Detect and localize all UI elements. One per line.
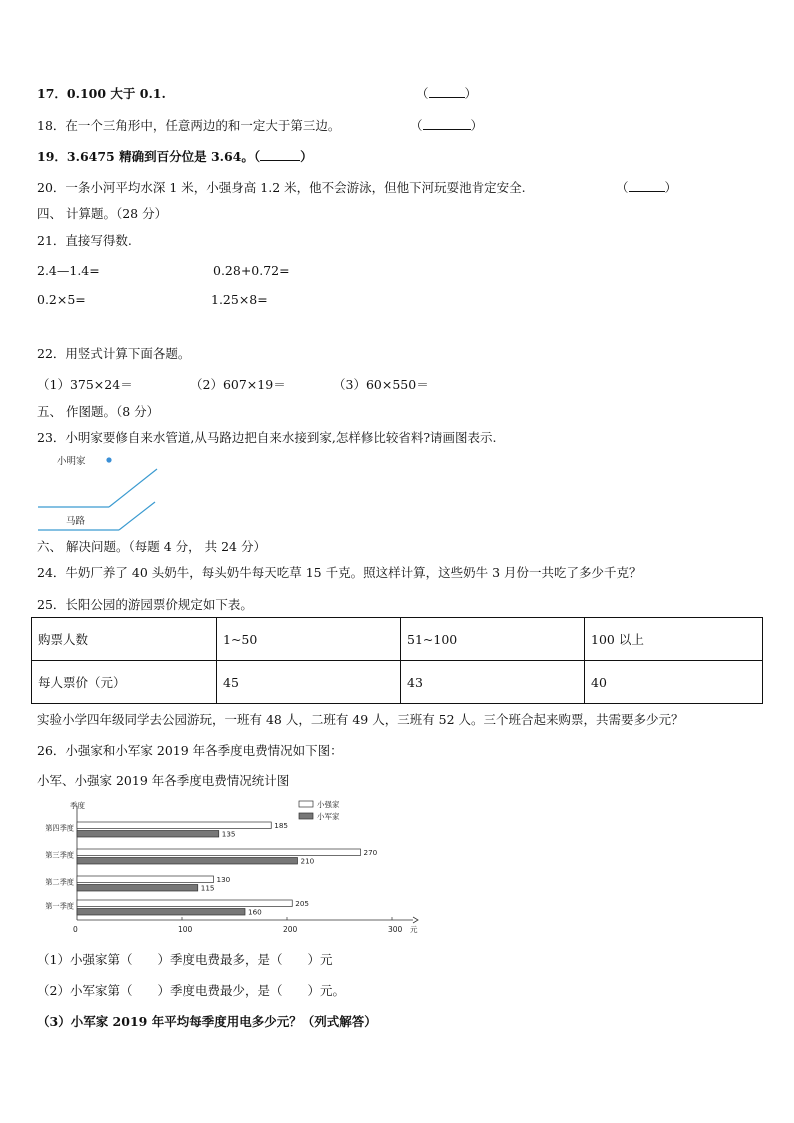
house-label: 小明家 [57,456,86,467]
q26-sub-1: （1）小强家第（ ）季度电费最多，是（ ）元 [37,952,333,967]
category-label: 第三季度 [45,850,74,860]
legend-label: 小强家 [317,800,340,809]
table-cell: 51~100 [401,618,585,661]
x-axis-arrow-icon [413,917,418,923]
question-17-text: 17．0.100 大于 0.1. [37,86,166,101]
x-tick-label: 200 [283,925,298,934]
answer-paren-18[interactable] [410,116,483,134]
q21-item-4: 1.25×8= [211,292,268,307]
q22-item-2: （2）607×19＝ [190,377,286,392]
question-18 [37,116,340,134]
q26-sub-3: （3）小军家 2019 年平均每季度用电多少元？（列式解答） [37,1014,377,1029]
category-label: 第四季度 [45,823,74,833]
question-20-text: 20．一条小河平均水深 1 米，小强身高 1.2 米，他不会游泳，但他下河玩耍池肯定安全. [37,180,526,195]
question-25-question: 实验小学四年级同学去公园游玩，一班有 48 人，二班有 49 人，三班有 52 人。三个班合起来购票，共需要多少元？ [37,712,684,727]
question-22-text: 22．用竖式计算下面各题。 [37,346,191,361]
road-label: 马路 [66,516,86,527]
house-dot-icon [106,457,111,462]
question-23-text: 23．小明家要修自来水管道,从马路边把自来水接到家,怎样修比较省料?请画图表示. [37,430,497,445]
data-label: 270 [363,848,378,857]
electricity-bar-chart [37,796,427,936]
road-house-diagram [37,451,167,536]
category-label: 第一季度 [45,901,74,911]
question-26-text: 26．小强家和小军家 2019 年各季度电费情况如下图： [37,743,343,758]
table-cell: 每人票价（元） [32,661,217,704]
q22-item-1: （1）375×24＝ [37,377,133,392]
bar-xiaoqiang [77,822,271,829]
data-label: 205 [295,899,309,908]
data-label: 130 [216,875,231,884]
table-cell: 100 以上 [585,618,763,661]
section-5-heading: 五、 作图题。（8 分） [37,404,160,419]
paren-close: ） [300,149,313,164]
legend-label: 小军家 [317,812,340,821]
bar-xiaojun [77,885,198,892]
table-cell: 1~50 [217,618,401,661]
question-24-text: 24．牛奶厂养了 40 头奶牛，每头奶牛每天吃草 15 千克。照这样计算，这些奶牛 3 月份一共吃了多少千克？ [37,565,642,580]
question-20 [37,178,526,196]
category-label: 第二季度 [45,877,74,887]
q22-item-3: （3）60×550＝ [333,377,429,392]
question-21-text: 21．直接写得数. [37,233,132,248]
data-label: 210 [300,856,315,866]
x-axis-label: 元 [410,925,418,934]
q21-item-2: 0.28+0.72= [213,263,290,278]
question-18-text: 18．在一个三角形中，任意两边的和一定大于第三边。 [37,118,341,133]
chart-title: 小军、小强家 2019 年各季度电费情况统计图 [37,773,290,788]
answer-paren-20[interactable] [616,178,677,196]
table-row [32,661,763,704]
y-axis-label: 季度 [70,801,85,810]
data-label: 135 [221,829,236,839]
table-cell: 40 [585,661,763,704]
q21-item-1: 2.4—1.4= [37,263,100,278]
q21-item-3: 0.2×5= [37,292,86,307]
x-tick-label: 300 [388,925,403,934]
bar-xiaoqiang [77,876,214,883]
paren-close: ） [470,118,484,133]
data-label: 160 [248,907,262,917]
bar-xiaoqiang [77,900,292,907]
paren-open: （ [416,86,429,101]
section-4-heading: 四、 计算题。（28 分） [37,206,168,221]
q26-sub-2: （2）小军家第（ ）季度电费最少，是（ ）元。 [37,983,345,998]
section-6-heading: 六、 解决问题。（每题 4 分， 共 24 分） [37,539,266,554]
data-label: 115 [200,883,215,893]
x-tick-label: 100 [178,925,193,934]
x-tick-label: 0 [73,925,78,934]
answer-blank[interactable] [423,118,471,130]
answer-blank[interactable] [629,180,665,192]
table-cell: 购票人数 [32,618,217,661]
question-19-text: 19．3.6475 精确到百分位是 3.64。（ [37,149,261,164]
answer-blank[interactable] [260,149,300,161]
bar-xiaojun [77,909,245,916]
paren-close: ） [664,180,678,195]
question-25-text: 25．长阳公园的游园票价规定如下表。 [37,597,253,612]
bar-xiaoqiang [77,849,361,856]
paren-close: ） [464,86,478,101]
answer-paren-17[interactable] [416,84,477,102]
bar-xiaojun [77,831,219,838]
legend-swatch [299,813,313,819]
paren-open: （ [616,180,629,195]
table-row [32,618,763,661]
table-cell: 43 [401,661,585,704]
data-label: 185 [274,821,288,830]
legend-swatch [299,801,313,807]
question-17 [37,84,166,102]
road-edge-top-slant [109,469,157,507]
table-cell: 45 [217,661,401,704]
question-19 [37,147,313,165]
answer-blank[interactable] [429,86,465,98]
bar-xiaojun [77,858,298,865]
road-edge-bottom-slant [119,502,155,530]
ticket-price-table [31,617,763,704]
paren-open: （ [410,118,423,133]
